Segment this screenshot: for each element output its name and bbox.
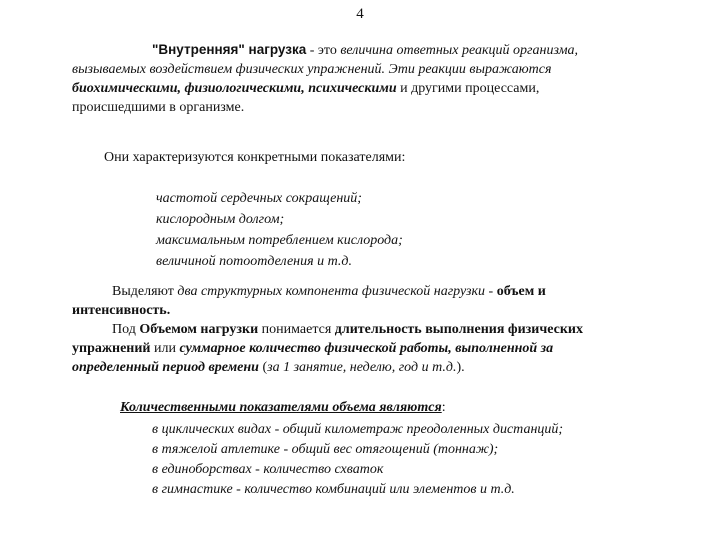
list-item: частотой сердечных сокращений; (156, 191, 362, 206)
list-item: в единоборствах - количество схваток (152, 462, 384, 477)
list-item: величиной потоотделения и т.д. (156, 254, 352, 269)
list-item: кислородным долгом; (156, 212, 285, 227)
paragraph-volume-indicators: Количественными показателями объема являются: (120, 400, 446, 415)
page-number: 4 (356, 6, 364, 22)
reaction-types: биохимическими, физиологическими, психическими (72, 81, 397, 96)
indicator-list (156, 188, 720, 272)
list-item: в циклических видах - общий километраж преодоленных дистанций; (152, 422, 564, 437)
paragraph-volume: Выделяют два структурных компонента физической нагрузки - объем и интенсивность. Под Объемом нагрузки понимается длительность выполнения физических упражнений или суммарное количество физической работы, выполненной за определенный период времени (за 1 занятие, неделю, год и т.д.). (72, 284, 583, 375)
paragraph-indicators: Они характеризуются конкретными показателями: (104, 150, 406, 165)
list-item: в гимнастике - количество комбинаций или элементов и т.д. (152, 482, 515, 497)
volume-indicators-heading: Количественными показателями объема являются (120, 400, 442, 415)
list-item: максимальным потреблением кислорода; (156, 233, 403, 248)
paragraph-internal-load: "Внутренняя" нагрузка - это величина ответных реакций организма, вызываемых воздействием физических упражнений. Эти реакции выражаются биохимическими, физиологическими, психическими и другими процессами, происшедшими в организме. (72, 42, 578, 115)
term-internal-load: "Внутренняя" нагрузка (152, 42, 307, 57)
term-volume: Объемом нагрузки (139, 322, 259, 337)
list-item: в тяжелой атлетике - общий вес отягощений (тоннаж); (152, 442, 499, 457)
volume-indicator-list (152, 420, 652, 500)
